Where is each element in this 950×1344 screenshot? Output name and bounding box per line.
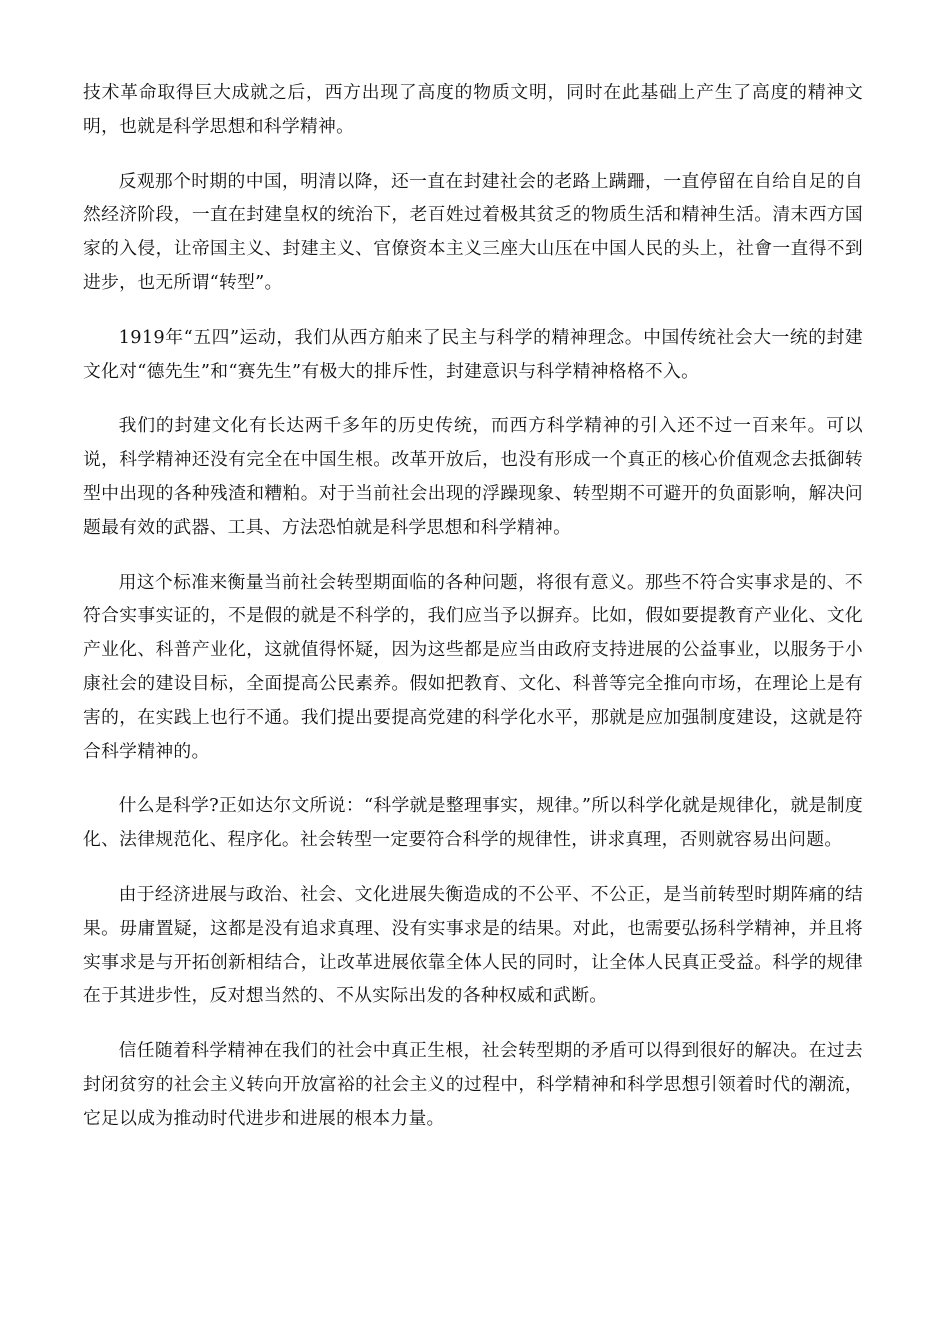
paragraph-4: 我们的封建文化有长达两千多年的历史传统，而西方科学精神的引入还不过一百来年。可以说，科学精神还没有完全在中国生根。改革开放后，也没有形成一个真正的核心价值观念去抵御转型中出现的各种残渣和糟粕。对于当前社会出现的浮躁现象、转型期不可避开的负面影响，解决问题最有效的武器、工具、方法恐怕就是科学思想和科学精神。: [83, 415, 863, 538]
paragraph-8: 信任随着科学精神在我们的社会中真正生根，社会转型期的矛盾可以得到很好的解决。在过去封闭贫穷的社会主义转向开放富裕的社会主义的过程中，科学精神和科学思想引领着时代的潮流，它足以成为推动时代进步和进展的根本力量。: [83, 1040, 863, 1129]
paragraph-7: 由于经济进展与政治、社会、文化进展失衡造成的不公平、不公正，是当前转型时期阵痛的结果。毋庸置疑，这都是没有追求真理、没有实事求是的结果。对此，也需要弘扬科学精神，并且将实事求是与开拓创新相结合，让改革进展依靠全体人民的同时，让全体人民真正受益。科学的规律在于其进步性，反对想当然的、不从实际出发的各种权威和武断。: [83, 883, 863, 1007]
paragraph-1: 技术革命取得巨大成就之后，西方出现了高度的物质文明，同时在此基础上产生了高度的精神文明，也就是科学思想和科学精神。: [83, 82, 863, 137]
paragraph-3: 1919年“五四”运动，我们从西方舶来了民主与科学的精神理念。中国传统社会大一统的封建文化对“德先生”和“赛先生”有极大的排斥性，封建意识与科学精神格格不入。: [83, 326, 863, 382]
paragraph-6: 什么是科学?正如达尔文所说：“科学就是整理事实，规律。”所以科学化就是规律化，就是制度化、法律规范化、程序化。社会转型一定要符合科学的规律性，讲求真理，否则就容易出问题。: [83, 795, 863, 851]
paragraph-2: 反观那个时期的中国，明清以降，还一直在封建社会的老路上蹒跚，一直停留在自给自足的自然经济阶段，一直在封建皇权的统治下，老百姓过着极其贫乏的物质生活和精神生活。清末西方国家的入侵，让帝国主义、封建主义、官僚资本主义三座大山压在中国人民的头上，社會一直得不到进步，也无所谓“转型”。: [83, 170, 863, 293]
document-body: [83, 76, 863, 1157]
paragraph-5: 用这个标准来衡量当前社会转型期面临的各种问题，将很有意义。那些不符合实事求是的、不符合实事实证的，不是假的就是不科学的，我们应当予以摒弃。比如，假如要提教育产业化、文化产业化、科普产业化，这就值得怀疑，因为这些都是应当由政府支持进展的公益事业，以服务于小康社会的建设目标，全面提高公民素养。假如把教育、文化、科普等完全推向市场，在理论上是有害的，在实践上也行不通。我们提出要提高党建的科学化水平，那就是应加强制度建设，这就是符合科学精神的。: [83, 571, 863, 762]
